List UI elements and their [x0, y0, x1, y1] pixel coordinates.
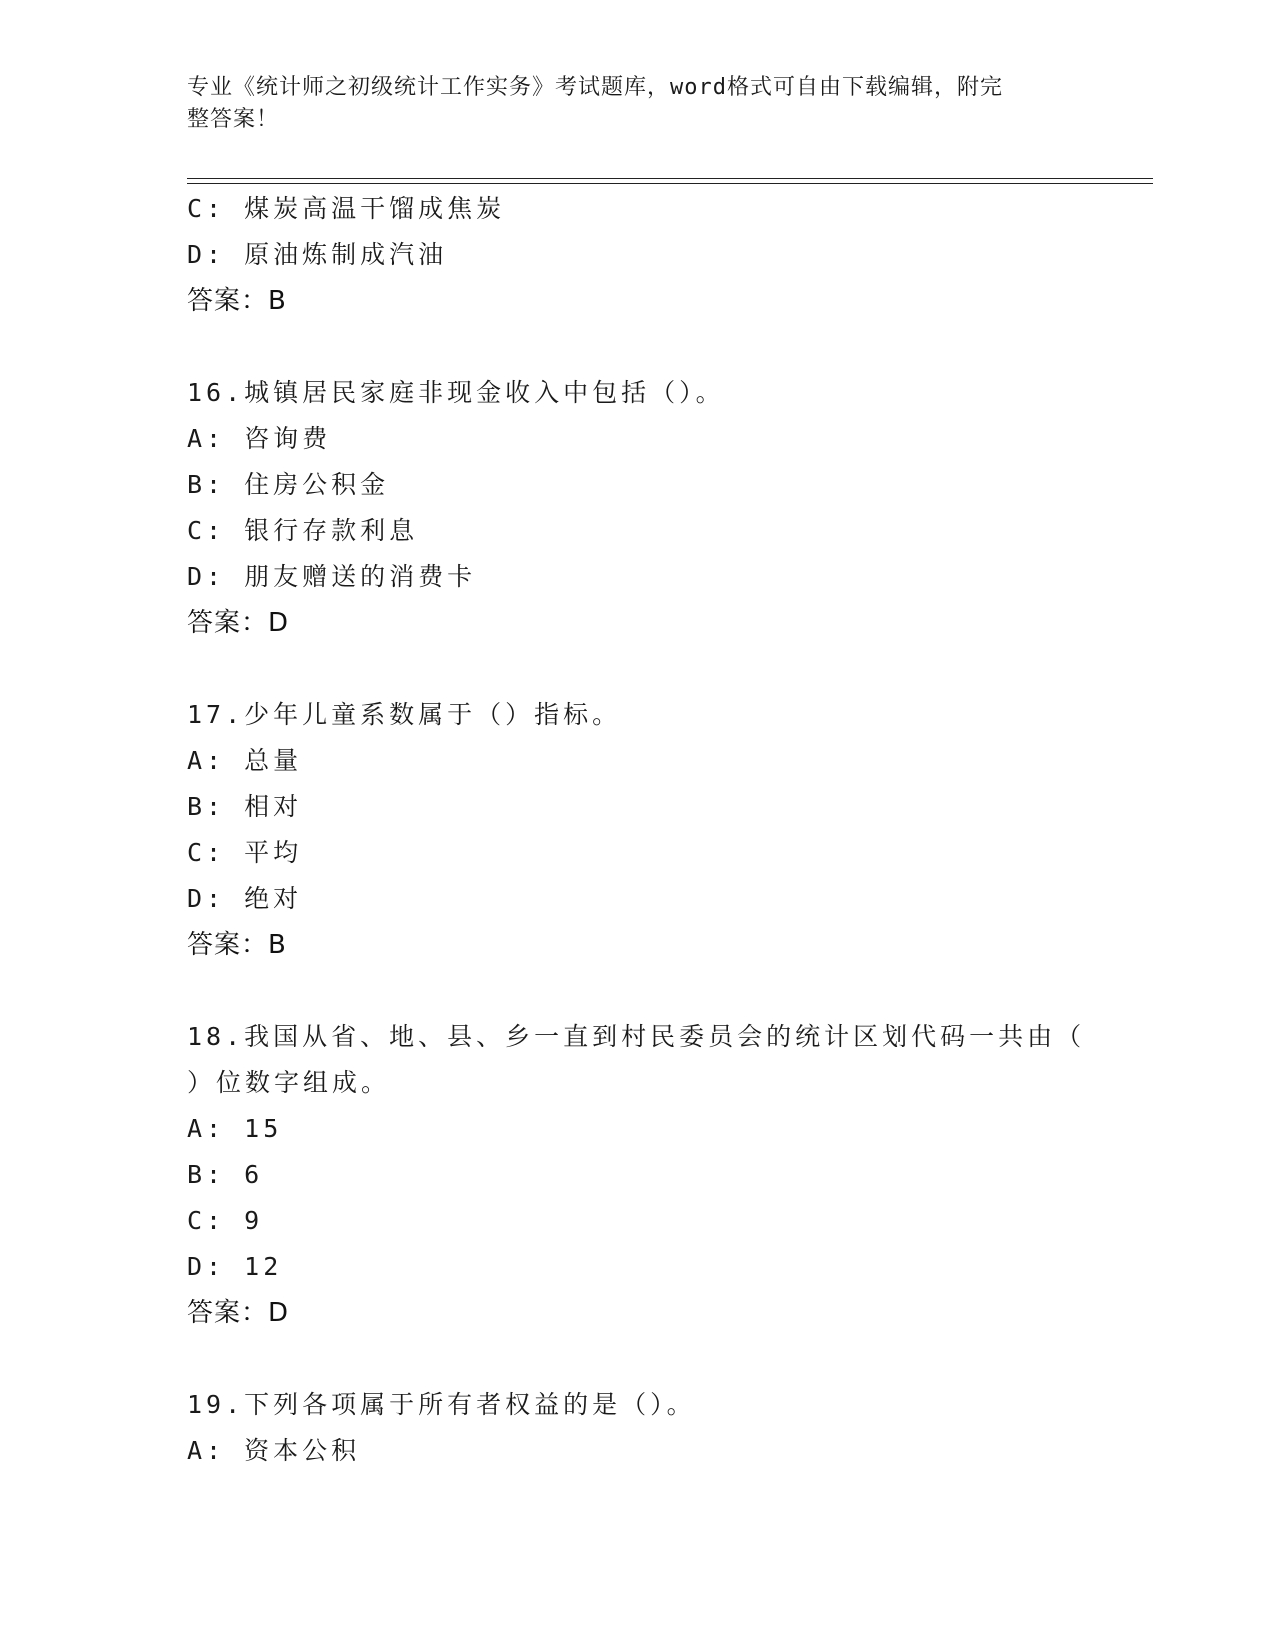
question-19-option-a: A: 资本公积: [187, 1436, 361, 1465]
question-18-stem: 18.我国从省、地、县、乡一直到村民委员会的统计区划代码一共由（: [187, 1022, 1086, 1051]
question-18-option-a: A: 15: [187, 1114, 283, 1143]
question-18-option-b: B: 6: [187, 1160, 264, 1189]
question-17-option-c: C: 平均: [187, 838, 303, 867]
question-list: [187, 186, 1087, 1474]
answer-label: 答案：B: [187, 286, 287, 316]
question-17-stem: 17.少年儿童系数属于（）指标。: [187, 700, 622, 729]
question-17-option-a: A: 总量: [187, 746, 303, 775]
header-line-2: 整答案！: [187, 107, 280, 132]
spacer: [187, 968, 1087, 1014]
question-16-option-a: A: 咨询费: [187, 424, 332, 453]
question-16-option-b: B: 住房公积金: [187, 470, 390, 499]
header-rule-top: [187, 178, 1153, 179]
question-18-option-c: C: 9: [187, 1206, 264, 1235]
question-16-option-c: C: 银行存款利息: [187, 516, 419, 545]
question-16-stem: 16.城镇居民家庭非现金收入中包括（）。: [187, 378, 725, 407]
document-header: [187, 72, 1067, 136]
option-d: D: 原油炼制成汽油: [187, 240, 448, 269]
question-17-option-d: D: 绝对: [187, 884, 303, 913]
spacer: [187, 646, 1087, 692]
question-18-option-d: D: 12: [187, 1252, 283, 1281]
header-line-1: 专业《统计师之初级统计工作实务》考试题库，word格式可自由下载编辑，附完: [187, 75, 1003, 100]
question-16-answer: 答案：D: [187, 608, 290, 638]
question-16-option-d: D: 朋友赠送的消费卡: [187, 562, 477, 591]
question-17-option-b: B: 相对: [187, 792, 303, 821]
question-19-stem: 19.下列各项属于所有者权益的是（）。: [187, 1390, 696, 1419]
option-c: C: 煤炭高温干馏成焦炭: [187, 194, 506, 223]
header-rule-bottom: [187, 183, 1153, 184]
spacer: [187, 1336, 1087, 1382]
question-17-answer: 答案：B: [187, 930, 287, 960]
question-18-stem-continued: ）位数字组成。: [187, 1068, 391, 1097]
spacer: [187, 324, 1087, 370]
question-18-answer: 答案：D: [187, 1298, 290, 1328]
